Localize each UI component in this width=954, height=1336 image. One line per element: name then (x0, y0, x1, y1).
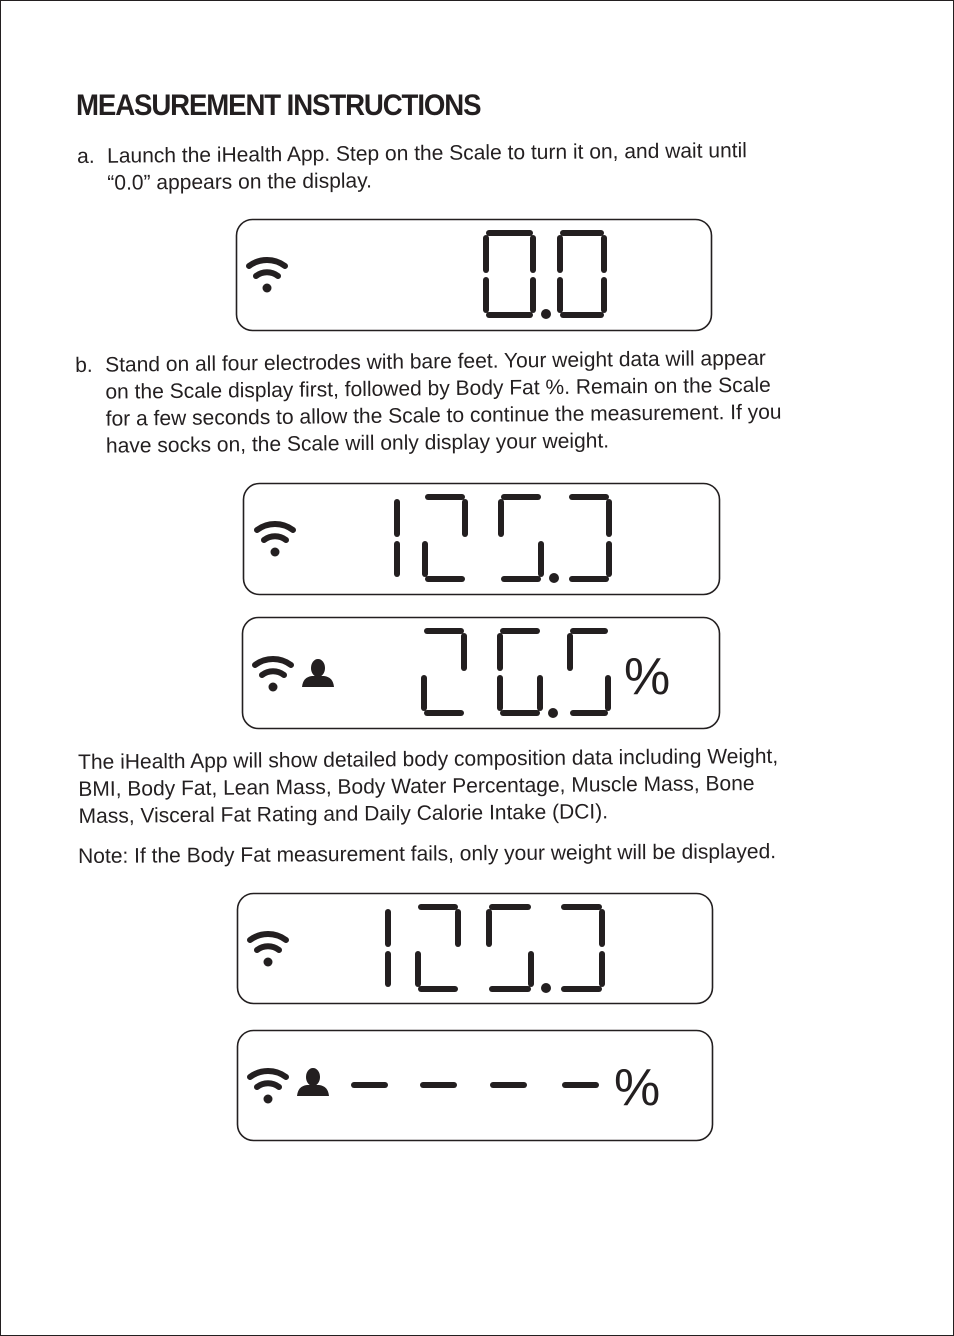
step-b-line: have socks on, the Scale will only display your weight. (105, 429, 610, 458)
lcd-bodyfat (241, 616, 721, 730)
decimal-point (541, 309, 551, 319)
lcd-zero (235, 218, 713, 332)
note-text: Note: If the Body Fat measurement fails, only your weight will be displayed. (78, 840, 777, 868)
step-a-text (77, 137, 747, 197)
lcd-weight (242, 482, 721, 596)
decimal-point (548, 708, 558, 718)
step-a-line: “0.0” appears on the display. (107, 169, 373, 195)
percent-unit: % (614, 1059, 661, 1117)
scale-display-bodyfat-fail (236, 1029, 714, 1142)
app-info-line: BMI, Body Fat, Lean Mass, Body Water Percentage, Muscle Mass, Bone (78, 772, 755, 801)
scale-display-bodyfat (241, 616, 721, 730)
step-b-text (75, 345, 782, 460)
step-b-marker: b. (75, 353, 93, 377)
step-b-line: Stand on all four electrodes with bare feet. Your weight data will appear (105, 346, 766, 377)
page-title: MEASUREMENT INSTRUCTIONS (76, 89, 481, 122)
lcd-weight-fail (236, 892, 714, 1005)
app-info-text (78, 743, 779, 830)
lcd-bodyfat-fail (236, 1029, 714, 1142)
app-info-line: The iHealth App will show detailed body composition data including Weight, (78, 744, 779, 774)
percent-unit: % (624, 648, 671, 706)
decimal-point (549, 573, 559, 583)
scale-display-zero (235, 218, 713, 332)
step-a-line: Launch the iHealth App. Step on the Scale to turn it on, and wait until (107, 139, 747, 168)
step-b-line: on the Scale display first, followed by Body Fat %. Remain on the Scale (105, 373, 771, 404)
step-a-marker: a. (77, 144, 95, 168)
scale-display-weight (242, 482, 721, 596)
step-b-line: for a few seconds to allow the Scale to continue the measurement. If you (105, 400, 782, 431)
app-info-line: Mass, Visceral Fat Rating and Daily Calorie Intake (DCI). (78, 800, 609, 828)
decimal-point (541, 983, 551, 993)
scale-display-weight-fail (236, 892, 714, 1005)
